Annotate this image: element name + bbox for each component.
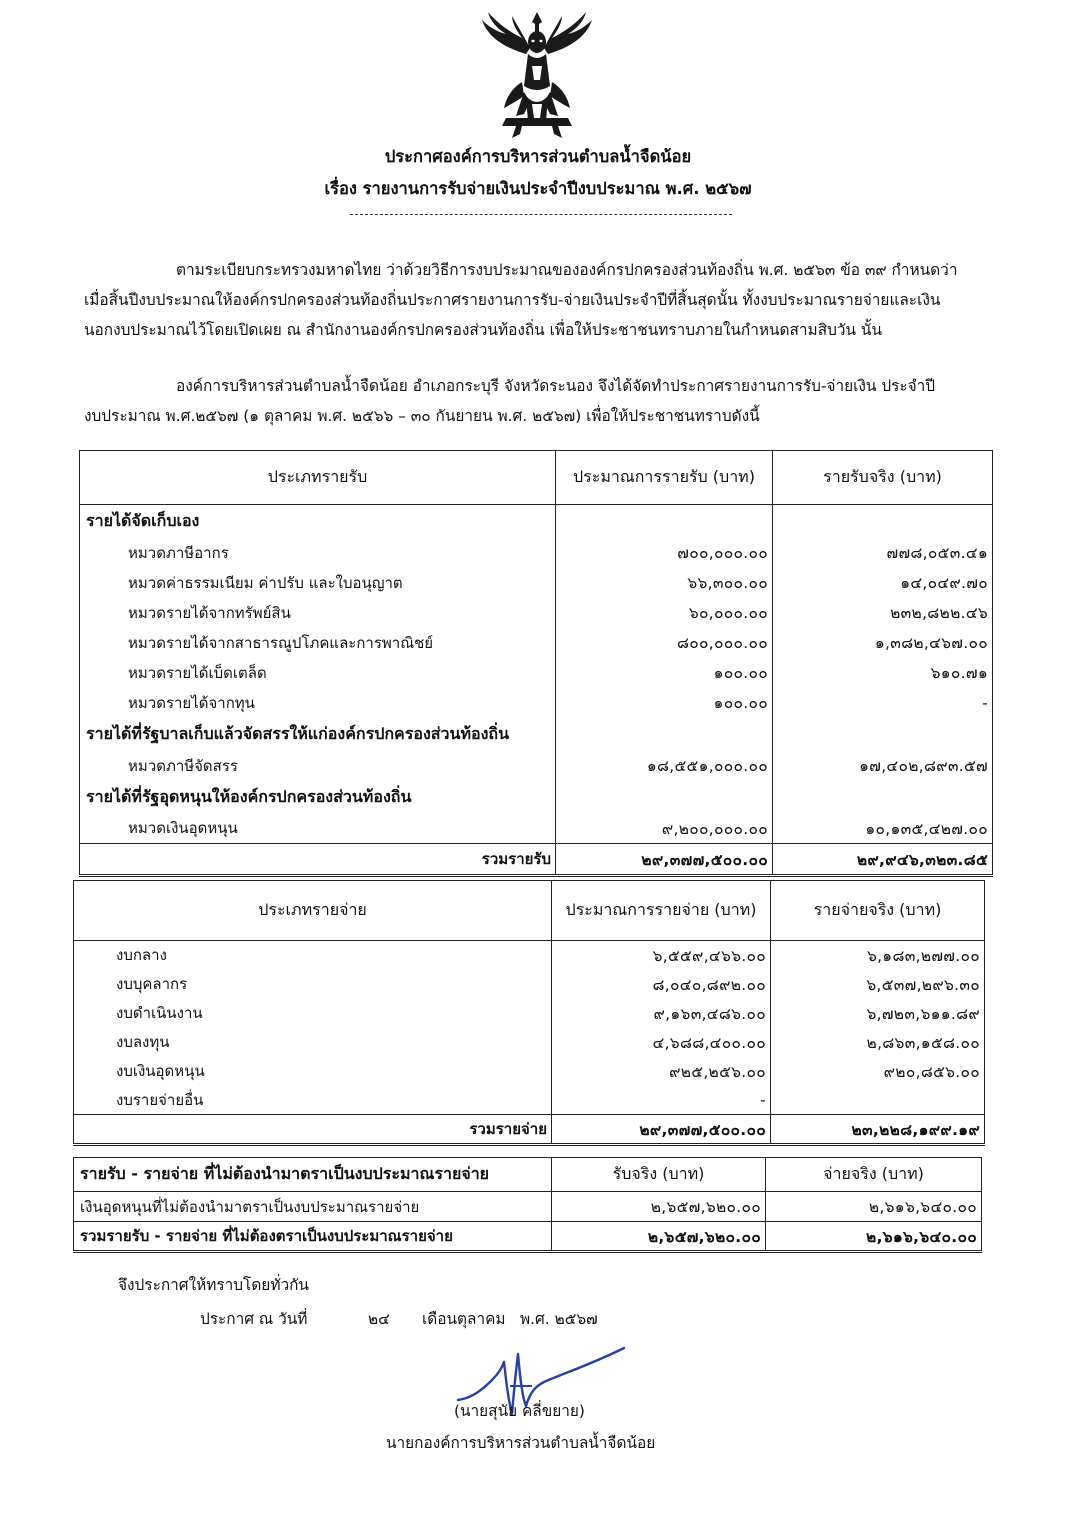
offbudget-total-paid: ๒,๖๑๖,๖๔๐.๐๐ [766, 1222, 982, 1252]
expense-actual: ๖,๕๓๗,๒๙๖.๓๐ [771, 970, 985, 999]
income-actual: ๖๑๐.๗๑ [773, 658, 993, 688]
expense-header-cell: ประเภทรายจ่าย [74, 881, 552, 941]
announcement-subject: เรื่อง รายงานการรับจ่ายเงินประจำปีงบประมาณ พ.ศ. ๒๕๖๗ [324, 179, 752, 198]
income-estimate: ๑๐๐.๐๐ [556, 658, 773, 688]
closing-date-prefix: ประกาศ ณ วันที่ [200, 1310, 308, 1328]
expense-row [74, 1057, 985, 1086]
expense-header-row [74, 881, 985, 941]
income-actual [773, 718, 993, 751]
expense-actual: ๖,๑๘๓,๒๗๗.๐๐ [771, 941, 985, 970]
income-category-label: หมวดรายได้จากสาธารณูปโภคและการพาณิชย์ [80, 628, 556, 658]
income-category-label: รายได้ที่รัฐอุดหนุนให้องค์กรปกครองส่วนท้องถิ่น [80, 781, 556, 814]
signer-title: นายกองค์การบริหารส่วนตำบลน้ำจืดน้อย [386, 1434, 656, 1452]
offbudget-header-cell: จ่ายจริง (บาท) [766, 1158, 982, 1192]
expense-category-label: งบรายจ่ายอื่น [74, 1086, 552, 1115]
intro-p2-line-1: องค์การบริหารส่วนตำบลน้ำจืดน้อย อำเภอกระบุรี จังหวัดระนอง จึงได้จัดทำประกาศรายงานการรับ-จ่ายเงิน ประจำปี [176, 377, 936, 395]
income-estimate [556, 781, 773, 814]
income-total-label: รวมรายรับ [80, 844, 556, 876]
closing-day: ๒๔ [368, 1310, 390, 1328]
income-header-row [80, 451, 993, 505]
income-category-label: หมวดรายได้จากทรัพย์สิน [80, 598, 556, 628]
income-header-cell: ประเภทรายรับ [80, 451, 556, 505]
expense-table [73, 880, 985, 1146]
income-estimate: ๘๐๐,๐๐๐.๐๐ [556, 628, 773, 658]
offbudget-table [73, 1157, 982, 1253]
income-estimate: ๗๐๐,๐๐๐.๐๐ [556, 538, 773, 568]
offbudget-header-cell: รายรับ - รายจ่าย ที่ไม่ต้องนำมาตราเป็นงบประมาณรายจ่าย [74, 1158, 552, 1192]
expense-row [74, 970, 985, 999]
expense-category-label: งบเงินอุดหนุน [74, 1057, 552, 1086]
income-category-label: หมวดค่าธรรมเนียม ค่าปรับ และใบอนุญาต [80, 568, 556, 598]
intro-paragraph-1 [84, 255, 957, 345]
expense-estimate: ๘,๐๔๐,๘๙๒.๐๐ [552, 970, 771, 999]
expense-total-actual: ๒๓,๒๒๘,๑๙๙.๑๙ [771, 1115, 985, 1145]
expense-total-label: รวมรายจ่าย [74, 1115, 552, 1145]
income-actual: ๒๓๒,๘๒๒.๔๖ [773, 598, 993, 628]
income-actual: ๑๗,๔๐๒,๘๙๓.๕๗ [773, 751, 993, 781]
title-divider [350, 214, 732, 215]
income-actual: ๑๐,๑๓๕,๔๒๗.๐๐ [773, 814, 993, 844]
income-estimate [556, 718, 773, 751]
expense-category-label: งบกลาง [74, 941, 552, 970]
income-header-cell: ประมาณการรายรับ (บาท) [556, 451, 773, 505]
income-row [80, 814, 993, 844]
income-actual: - [773, 688, 993, 718]
income-table [79, 450, 993, 877]
income-actual [773, 781, 993, 814]
offbudget-total-received: ๒,๖๕๗,๖๒๐.๐๐ [552, 1222, 766, 1252]
expense-actual: ๒,๘๖๓,๑๕๘.๐๐ [771, 1028, 985, 1057]
offbudget-label: เงินอุดหนุนที่ไม่ต้องนำมาตราเป็นงบประมาณรายจ่าย [74, 1192, 552, 1222]
expense-actual: ๙๒๐,๘๕๖.๐๐ [771, 1057, 985, 1086]
closing-year: พ.ศ. ๒๕๖๗ [520, 1310, 598, 1328]
income-header-cell: รายรับจริง (บาท) [773, 451, 993, 505]
income-actual: ๗๗๘,๐๕๓.๔๑ [773, 538, 993, 568]
income-estimate [556, 505, 773, 538]
closing-month: เดือนตุลาคม [422, 1310, 506, 1328]
income-estimate: ๙,๒๐๐,๐๐๐.๐๐ [556, 814, 773, 844]
intro-paragraph-2 [84, 371, 935, 431]
expense-row [74, 1028, 985, 1057]
income-category-label: หมวดเงินอุดหนุน [80, 814, 556, 844]
intro-p2-line-2: งบประมาณ พ.ศ.๒๕๖๗ (๑ ตุลาคม พ.ศ. ๒๕๖๖ – ๓๐ กันยายน พ.ศ. ๒๕๖๗) เพื่อให้ประชาชนทราบดังนี้ [84, 407, 760, 425]
income-category-label: หมวดภาษีอากร [80, 538, 556, 568]
offbudget-row [74, 1192, 982, 1222]
income-row [80, 598, 993, 628]
expense-estimate: ๙๒๕,๒๕๖.๐๐ [552, 1057, 771, 1086]
income-row [80, 781, 993, 814]
expense-category-label: งบลงทุน [74, 1028, 552, 1057]
garuda-emblem-icon [476, 8, 598, 142]
income-actual [773, 505, 993, 538]
offbudget-received: ๒,๖๕๗,๖๒๐.๐๐ [552, 1192, 766, 1222]
intro-p1-line-1: ตามระเบียบกระทรวงมหาดไทย ว่าด้วยวิธีการงบประมาณขององค์กรปกครองส่วนท้องถิ่น พ.ศ. ๒๕๖๓ ข้อ ๓๙ กำหนดว่า [176, 261, 958, 279]
expense-category-label: งบดำเนินงาน [74, 999, 552, 1028]
offbudget-total-label: รวมรายรับ - รายจ่าย ที่ไม่ต้องตราเป็นงบประมาณรายจ่าย [74, 1222, 552, 1252]
income-row [80, 505, 993, 538]
income-row [80, 658, 993, 688]
income-row [80, 718, 993, 751]
expense-estimate: ๖,๕๕๙,๔๖๖.๐๐ [552, 941, 771, 970]
offbudget-paid: ๒,๖๑๖,๖๔๐.๐๐ [766, 1192, 982, 1222]
expense-header-cell: รายจ่ายจริง (บาท) [771, 881, 985, 941]
income-row [80, 751, 993, 781]
expense-category-label: งบบุคลากร [74, 970, 552, 999]
income-estimate: ๑๐๐.๐๐ [556, 688, 773, 718]
expense-row [74, 1086, 985, 1115]
income-row [80, 538, 993, 568]
expense-actual: ๖,๗๒๓,๖๑๑.๘๙ [771, 999, 985, 1028]
income-category-label: หมวดรายได้จากทุน [80, 688, 556, 718]
expense-actual [771, 1086, 985, 1115]
expense-row [74, 941, 985, 970]
income-category-label: รายได้ที่รัฐบาลเก็บแล้วจัดสรรให้แก่องค์กรปกครองส่วนท้องถิ่น [80, 718, 556, 751]
income-actual: ๑๔,๐๔๙.๗๐ [773, 568, 993, 598]
income-total-actual: ๒๙,๙๔๖,๓๒๓.๘๕ [773, 844, 993, 876]
income-total-row [80, 844, 993, 876]
closing-announce: จึงประกาศให้ทราบโดยทั่วกัน [118, 1276, 309, 1294]
income-estimate: ๖๐,๐๐๐.๐๐ [556, 598, 773, 628]
income-total-estimate: ๒๙,๓๗๗,๕๐๐.๐๐ [556, 844, 773, 876]
expense-row [74, 999, 985, 1028]
offbudget-header-row [74, 1158, 982, 1192]
expense-estimate: - [552, 1086, 771, 1115]
intro-p1-line-3: นอกงบประมาณไว้โดยเปิดเผย ณ สำนักงานองค์กรปกครองส่วนท้องถิ่น เพื่อให้ประชาชนทราบภายในกำหนดสามสิบวัน นั้น [84, 321, 882, 339]
expense-estimate: ๙,๑๖๓,๔๘๖.๐๐ [552, 999, 771, 1028]
income-estimate: ๖๖,๓๐๐.๐๐ [556, 568, 773, 598]
expense-estimate: ๔,๖๘๘,๔๐๐.๐๐ [552, 1028, 771, 1057]
income-category-label: รายได้จัดเก็บเอง [80, 505, 556, 538]
expense-total-estimate: ๒๙,๓๗๗,๕๐๐.๐๐ [552, 1115, 771, 1145]
announcement-title: ประกาศองค์การบริหารส่วนตำบลน้ำจืดน้อย [384, 147, 692, 166]
income-estimate: ๑๘,๕๕๑,๐๐๐.๐๐ [556, 751, 773, 781]
expense-header-cell: ประมาณการรายจ่าย (บาท) [552, 881, 771, 941]
income-category-label: หมวดรายได้เบ็ดเตล็ด [80, 658, 556, 688]
income-row [80, 688, 993, 718]
offbudget-header-cell: รับจริง (บาท) [552, 1158, 766, 1192]
offbudget-total-row [74, 1222, 982, 1252]
income-category-label: หมวดภาษีจัดสรร [80, 751, 556, 781]
income-row [80, 628, 993, 658]
intro-p1-line-2: เมื่อสิ้นปีงบประมาณให้องค์กรปกครองส่วนท้องถิ่นประกาศรายงานการรับ-จ่ายเงินประจำปีที่สิ้นสุดนั้น ทั้งงบประมาณรายจ่ายและเงิน [84, 291, 941, 309]
income-row [80, 568, 993, 598]
income-actual: ๑,๓๘๒,๔๖๗.๐๐ [773, 628, 993, 658]
signer-name: (นายสุนัย คลี่ขยาย) [454, 1402, 585, 1420]
expense-total-row [74, 1115, 985, 1145]
